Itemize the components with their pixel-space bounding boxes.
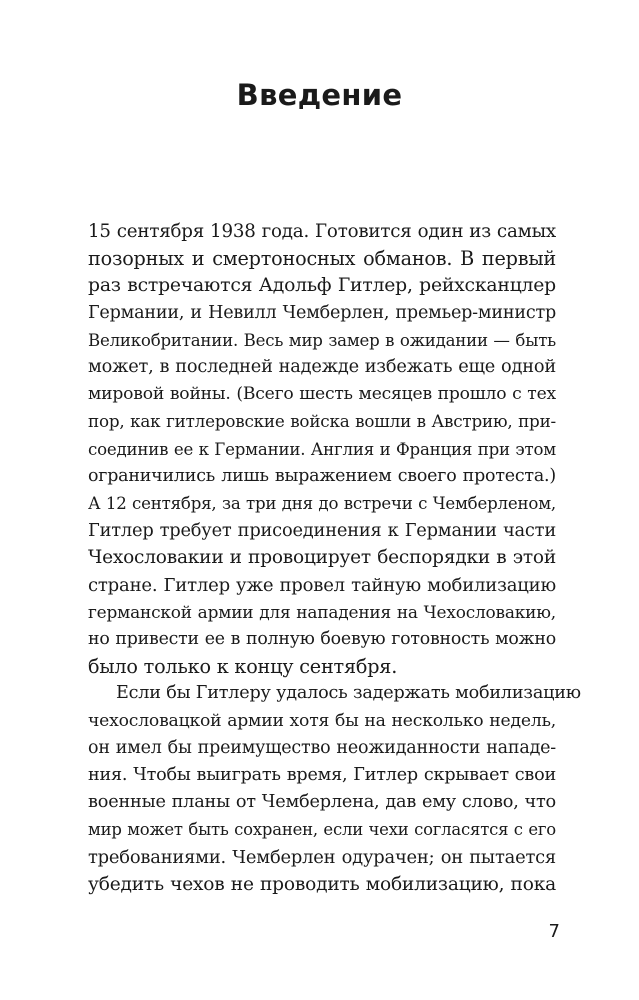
text-line: Гитлер требует присоединения к Германии части [88,520,556,542]
text-line: Чехословакии и провоцирует беспорядки в этой [88,547,556,569]
body-text [88,218,581,898]
text-line: Если бы Гитлеру удалось задержать мобилизацию [116,683,581,704]
text-line: чехословацкой армии хотя бы на несколько недель, [88,710,556,731]
text-line: убедить чехов не проводить мобилизацию, пока [88,873,556,895]
text-line: может, в последней надежде избежать еще одной [88,357,556,378]
text-line: пор, как гитлеровские войска вошли в Австрию, при- [88,411,556,432]
text-line: было только к концу сентября. [88,655,398,679]
page-number: 7 [548,921,560,942]
text-line: ограничились лишь выражением своего протеста.) [88,465,556,486]
text-line: позорных и смертоносных обманов. В первый [88,247,556,271]
text-line: мировой войны. (Всего шесть месяцев прошло с тех [88,384,556,405]
text-line: мир может быть сохранен, если чехи согласятся с его [88,820,556,840]
text-line: военные планы от Чемберлена, дав ему слово, что [88,792,556,813]
text-line: А 12 сентября, за три дня до встречи с Чемберленом, [88,494,556,514]
text-line: раз встречаются Адольф Гитлер, рейхсканцлер [88,275,556,297]
paragraph-1 [88,218,556,680]
text-line: соединив ее к Германии. Англия и Франция при этом [88,439,556,459]
text-line: он имел бы преимущество неожиданности нападе- [88,737,556,758]
text-line: но привести ее в полную боевую готовность можно [88,629,556,650]
text-line: стране. Гитлер уже провел тайную мобилизацию [88,574,556,596]
text-line: требованиями. Чемберлен одурачен; он пытается [88,846,556,868]
paragraph-2 [88,680,581,898]
text-line: 15 сентября 1938 года. Готовится один из самых [88,221,556,242]
text-line: Великобритании. Весь мир замер в ожидании — быть [88,330,556,350]
text-line: ния. Чтобы выиграть время, Гитлер скрывает свои [88,765,556,786]
page-title: Введение [236,78,403,112]
text-line: германской армии для нападения на Чехословакию, [88,601,556,622]
text-line: Германии, и Невилл Чемберлен, премьер-министр [88,302,556,323]
